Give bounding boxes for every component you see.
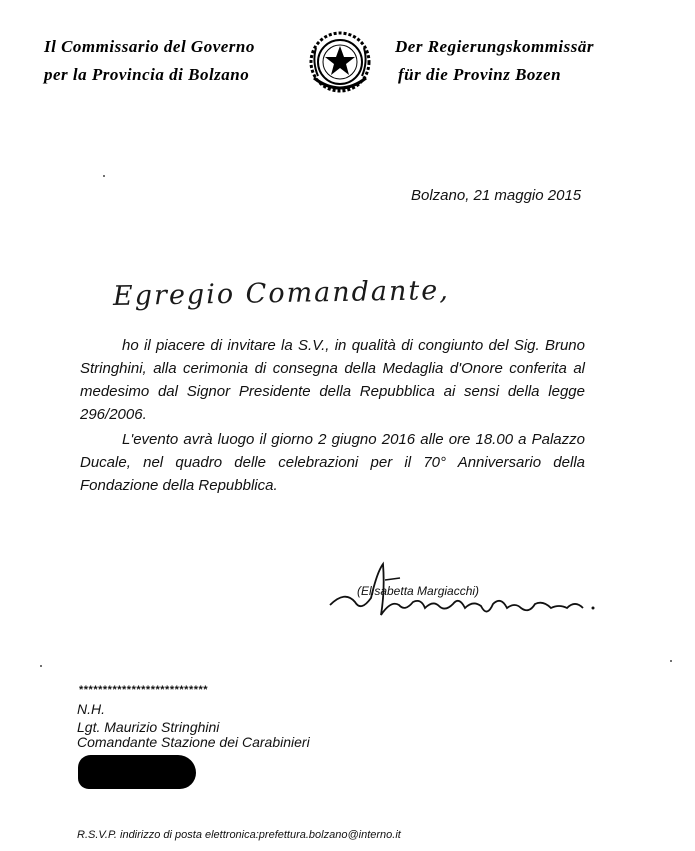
scan-speck: [40, 665, 42, 667]
recipient-name: Lgt. Maurizio Stringhini: [77, 719, 220, 735]
salutation-handwritten: Egregio Comandante,: [112, 275, 451, 312]
recipient-role: Comandante Stazione dei Carabinieri: [77, 734, 310, 750]
header-left-line2: per la Provincia di Bolzano: [44, 65, 250, 84]
letter-date: Bolzano, 21 maggio 2015: [411, 187, 582, 204]
recipient-title: N.H.: [77, 701, 105, 717]
recipient-stars: ***************************: [79, 684, 209, 696]
header-right-line2: für die Provinz Bozen: [398, 65, 562, 84]
body-paragraph-2: L'evento avrà luogo il giorno 2 giugno 2016 alle ore 18.00 a Palazzo Ducale, nel quadro delle celebrazioni per il 70° Anniversario della Fondazione della Repubblica.: [80, 431, 585, 494]
header-right-line1: Der Regierungskommissär: [395, 37, 594, 56]
scan-speck: [103, 175, 105, 177]
scan-speck: [670, 660, 672, 662]
redaction-block: [78, 755, 196, 789]
signatory-printed-name: (Elisabetta Margiacchi): [357, 584, 480, 598]
handwritten-signature: [325, 560, 600, 630]
italian-republic-emblem-icon: [306, 28, 374, 96]
body-paragraph-1: ho il piacere di invitare la S.V., in qualità di congiunto del Sig. Bruno Stringhini, alla cerimonia di consegna della Medaglia d'Onore conferita al medesimo dal Signor Presidente della Repubblica ai sensi della legge 296/2006.: [80, 337, 585, 423]
footer-rsvp: R.S.V.P. indirizzo di posta elettronica:prefettura.bolzano@interno.it: [77, 829, 401, 841]
header-left-line1: Il Commissario del Governo: [44, 37, 255, 56]
